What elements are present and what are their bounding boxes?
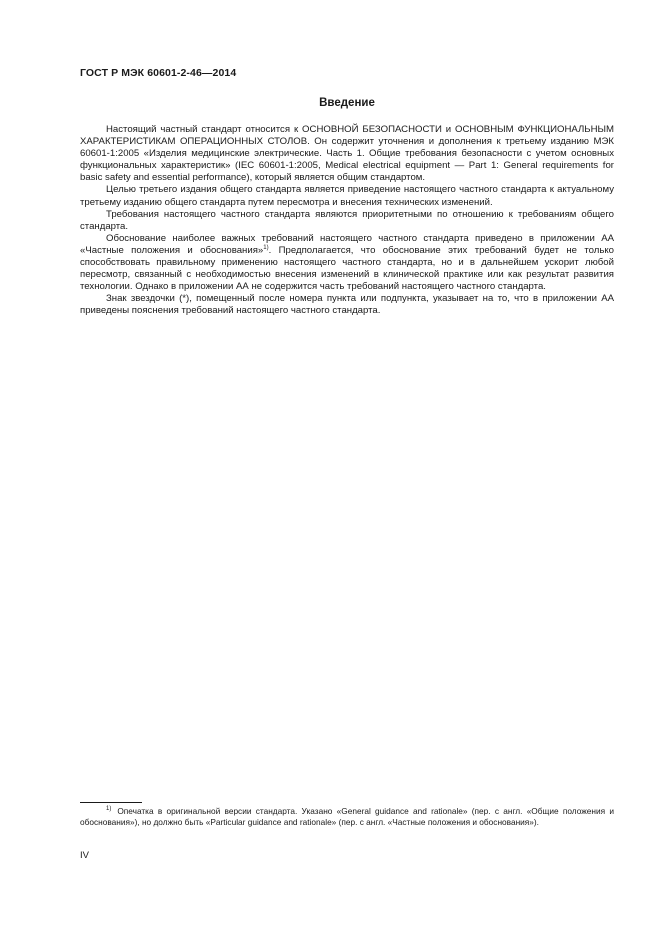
footnote-reference: 1): [263, 244, 269, 251]
footnote: $^{1)}$ Опечатка в оригинальной версии стандарта. Указано «General guidance and rationale» (пер. с англ. «Общие положения и обоснования»), но должно быть «Particular guidance and rationale» (пер. с англ. «Частные положения и обоснования»).: [80, 806, 614, 827]
section-title: Введение: [319, 97, 375, 109]
paragraph-rationale: [80, 233, 614, 293]
body-text: [80, 124, 614, 318]
footnote-text: Опечатка в оригинальной версии стандарта. Указано «General guidance and rationale» (пер. с англ. «Общие положения и обоснования»), но должно быть «Particular guidance and rationale» (пер. с англ. «Частные положения и обоснования»).: [80, 806, 614, 827]
footnote-separator: [80, 802, 142, 803]
paragraph-purpose: Целью третьего издания общего стандарта является приведение настоящего частного стандарта к актуальному третьему изданию общего стандарта путем пересмотра и внесения технических изменений.: [80, 184, 614, 208]
standard-code-header: ГОСТ Р МЭК 60601-2-46—2014: [80, 67, 237, 79]
rationale-text-before: Обоснование наиболее важных требований настоящего частного стандарта приведено в приложении АА «Частные положения и обоснования»: [80, 232, 614, 256]
paragraph-scope: Настоящий частный стандарт относится к ОСНОВНОЙ БЕЗОПАСНОСТИ и ОСНОВНЫМ ФУНКЦИОНАЛЬНЫМ ХАРАКТЕРИСТИКАМ ОПЕРАЦИОННЫХ СТОЛОВ. Он содержит уточнения и дополнения к третьему изданию МЭК 60601-1:2005 «Изделия медицинские электрические. Часть 1. Общие требования безопасности с учетом основных функциональных характеристик» (IEC 60601-1:2005, Medical electrical equipment — Part 1: General requirements for basic safety and essential performance), который является общим стандартом.: [80, 124, 614, 184]
paragraph-priority: Требования настоящего частного стандарта являются приоритетными по отношению к требованиям общего стандарта.: [80, 208, 614, 232]
paragraph-asterisk: Знак звездочки (*), помещенный после номера пункта или подпункта, указывает на то, что в приложении АА приведены пояснения требований настоящего частного стандарта.: [80, 293, 614, 317]
rationale-text-after: . Предполагается, что обоснование этих требований будет не только способствовать правильному применению настоящего частного стандарта, но и в дальнейшем ускорит любой пересмотр, связанный с необходимостью внесения изменений в клинической практике или как результат развития технологии. Однако в приложении АА не содержится часть требований настоящего частного стандарта.: [80, 244, 615, 293]
page-number: IV: [80, 850, 89, 861]
